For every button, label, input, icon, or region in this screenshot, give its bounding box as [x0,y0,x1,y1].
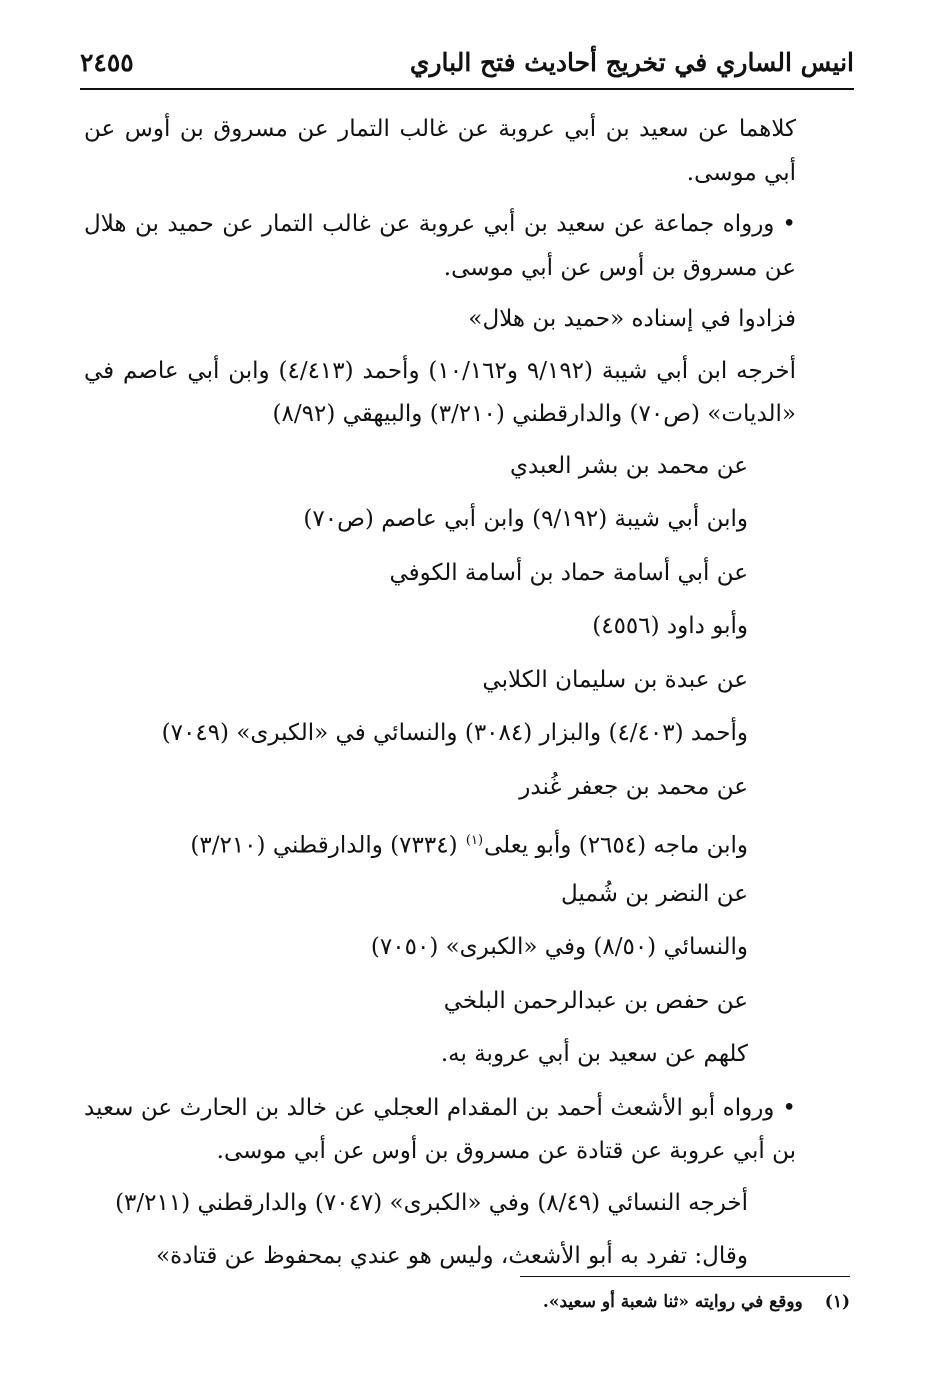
text-line: وابن أبي شيبة (٩/١٩٢) وابن أبي عاصم (ص٧٠) [303,506,748,532]
text-line: عن حفص بن عبدالرحمن البلخي [443,987,748,1014]
line-text: (٧٣٣٤) والدارقطني (٣/٢١٠) [190,832,458,859]
page-number: ٢٤٥٥ [80,48,134,77]
bullet-paragraph [84,203,850,290]
book-title: انيس الساري في تخريج أحاديث فتح الباري [409,48,854,77]
footnote-text: ووقع في روايته «ثنا شعبة أو سعيد». [542,1292,803,1312]
text-line: أخرجه النسائي (٨/٤٩) وفي «الكبرى» (٧٠٤٧) والدارقطني (٣/٢١١) [115,1189,748,1216]
bullet-icon: • [782,1094,796,1121]
text-line: وأبو داود (٤٥٥٦) [592,613,748,639]
line-text: وابن ماجه (٢٦٥٤) وأبو يعلى [484,832,748,859]
paragraph-text: ورواه جماعة عن سعيد بن أبي عروبة عن غالب التمار عن حميد بن هلال عن مسروق بن أوس عن أبي موسى. [84,211,796,281]
bullet-paragraph [84,1087,850,1174]
bullet-icon: • [782,211,796,237]
header-divider [80,88,854,90]
text-line: عن محمد بن بشر العبدي [509,452,748,479]
footnote [84,1288,850,1316]
paragraph-text: ورواه أبو الأشعث أحمد بن المقدام العجلي عن خالد بن الحارث عن سعيد بن أبي عروبة عن قتادة عن مسروق بن أوس عن أبي موسى. [84,1094,796,1164]
text-line [84,819,850,863]
text-line: وأحمد (٤/٤٠٣) والبزار (٣٠٨٤) والنسائي في «الكبرى» (٧٠٤٩) [161,720,748,746]
text-line: عن أبي أسامة حماد بن أسامة الكوفي [389,559,748,586]
text-line: كلهم عن سعيد بن أبي عروبة به. [440,1041,748,1067]
paragraph: أخرجه ابن أبي شيبة (٩/١٩٢ و١٠/١٦٢) وأحمد (٤/٤١٣) وابن أبي عاصم في «الديات» (ص٧٠) والدارقطني (٣/٢١٠) والبيهقي (٨/٩٢) [84,357,797,427]
text-line: عن عبدة بن سليمان الكلابي [482,666,748,693]
footnote-reference: (١) [465,833,484,848]
main-text [84,108,850,1289]
paragraph: كلاهما عن سعيد بن أبي عروبة عن غالب التمار عن مسروق بن أوس عن أبي موسى. [84,116,796,186]
running-header [80,48,854,88]
text-line: والنسائي (٨/٥٠) وفي «الكبرى» (٧٠٥٠) [370,934,748,960]
text-line: عن النضر بن شُميل [561,880,748,907]
text-line: عن محمد بن جعفر غُندر [519,773,748,800]
footnote-divider [520,1276,850,1277]
paragraph: فزادوا في إسناده «حميد بن هلال» [468,306,796,332]
footnote-number: (١) [824,1292,850,1312]
text-line: وقال: تفرد به أبو الأشعث، وليس هو عندي بمحفوظ عن قتادة» [156,1243,748,1269]
